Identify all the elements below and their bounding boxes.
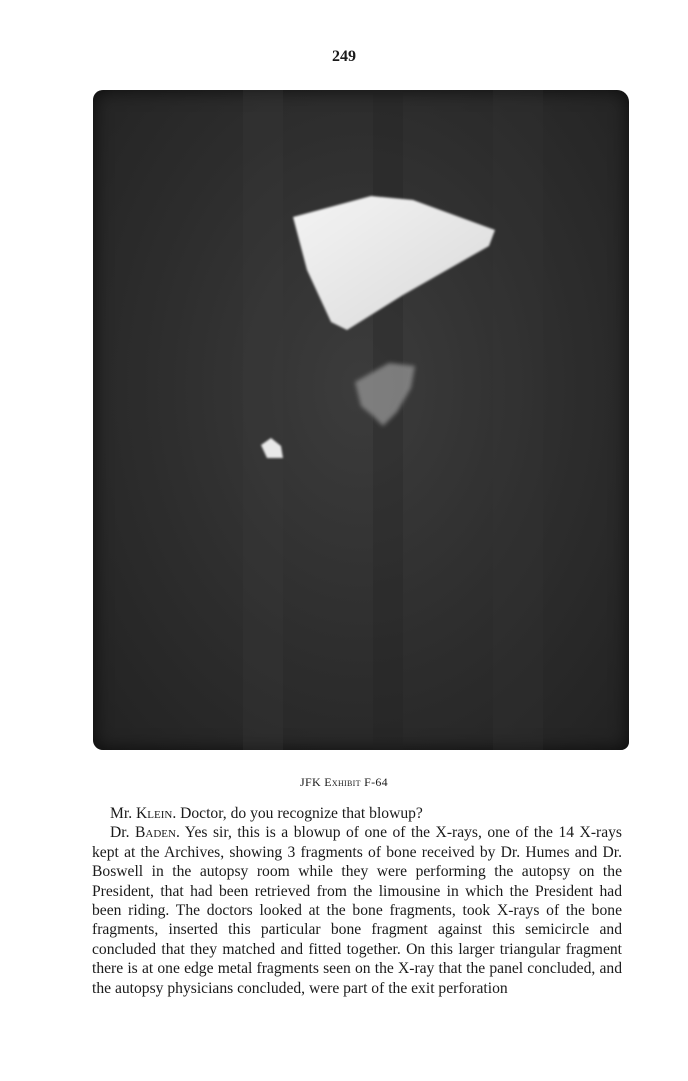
speaker-prefix: Dr. [110, 824, 135, 842]
xray-photograph [93, 90, 629, 750]
caption-exhibit: Exhibit [324, 775, 361, 789]
speaker-name: Klein [136, 805, 173, 822]
paragraph-baden [92, 823, 622, 998]
caption-suffix: F-64 [360, 775, 388, 789]
page-number: 249 [332, 48, 356, 65]
paragraph-text: . Yes sir, this is a blowup of one of the X-rays, one of the 14 X-rays kept at the Archives, showing 3 fragments of bone received by Dr. Humes and Dr. Boswell in the autopsy room while they were performing the autopsy on the President, that had been retrieved from the limousine in which the President had been riding. The doctors looked at the bone fragments, took X-rays of the bone fragments, inserted this particular bone fragment against this semicircle and concluded that they matched and fitted together. On this larger triangular fragment there is at one edge metal fragments seen on the X-ray that the panel concluded, and the autopsy physicians concluded, were part of the exit perforation [92, 824, 622, 997]
xray-image [93, 90, 629, 750]
paragraph-klein [92, 804, 622, 823]
caption-prefix: JFK [300, 775, 325, 789]
paragraph-text: . Doctor, do you recognize that blowup? [172, 805, 423, 822]
speaker-name: Baden [135, 824, 176, 842]
figure-caption [0, 775, 688, 790]
body-text [92, 804, 622, 998]
speaker-prefix: Mr. [110, 805, 136, 822]
medium-bone-fragment [355, 363, 415, 426]
